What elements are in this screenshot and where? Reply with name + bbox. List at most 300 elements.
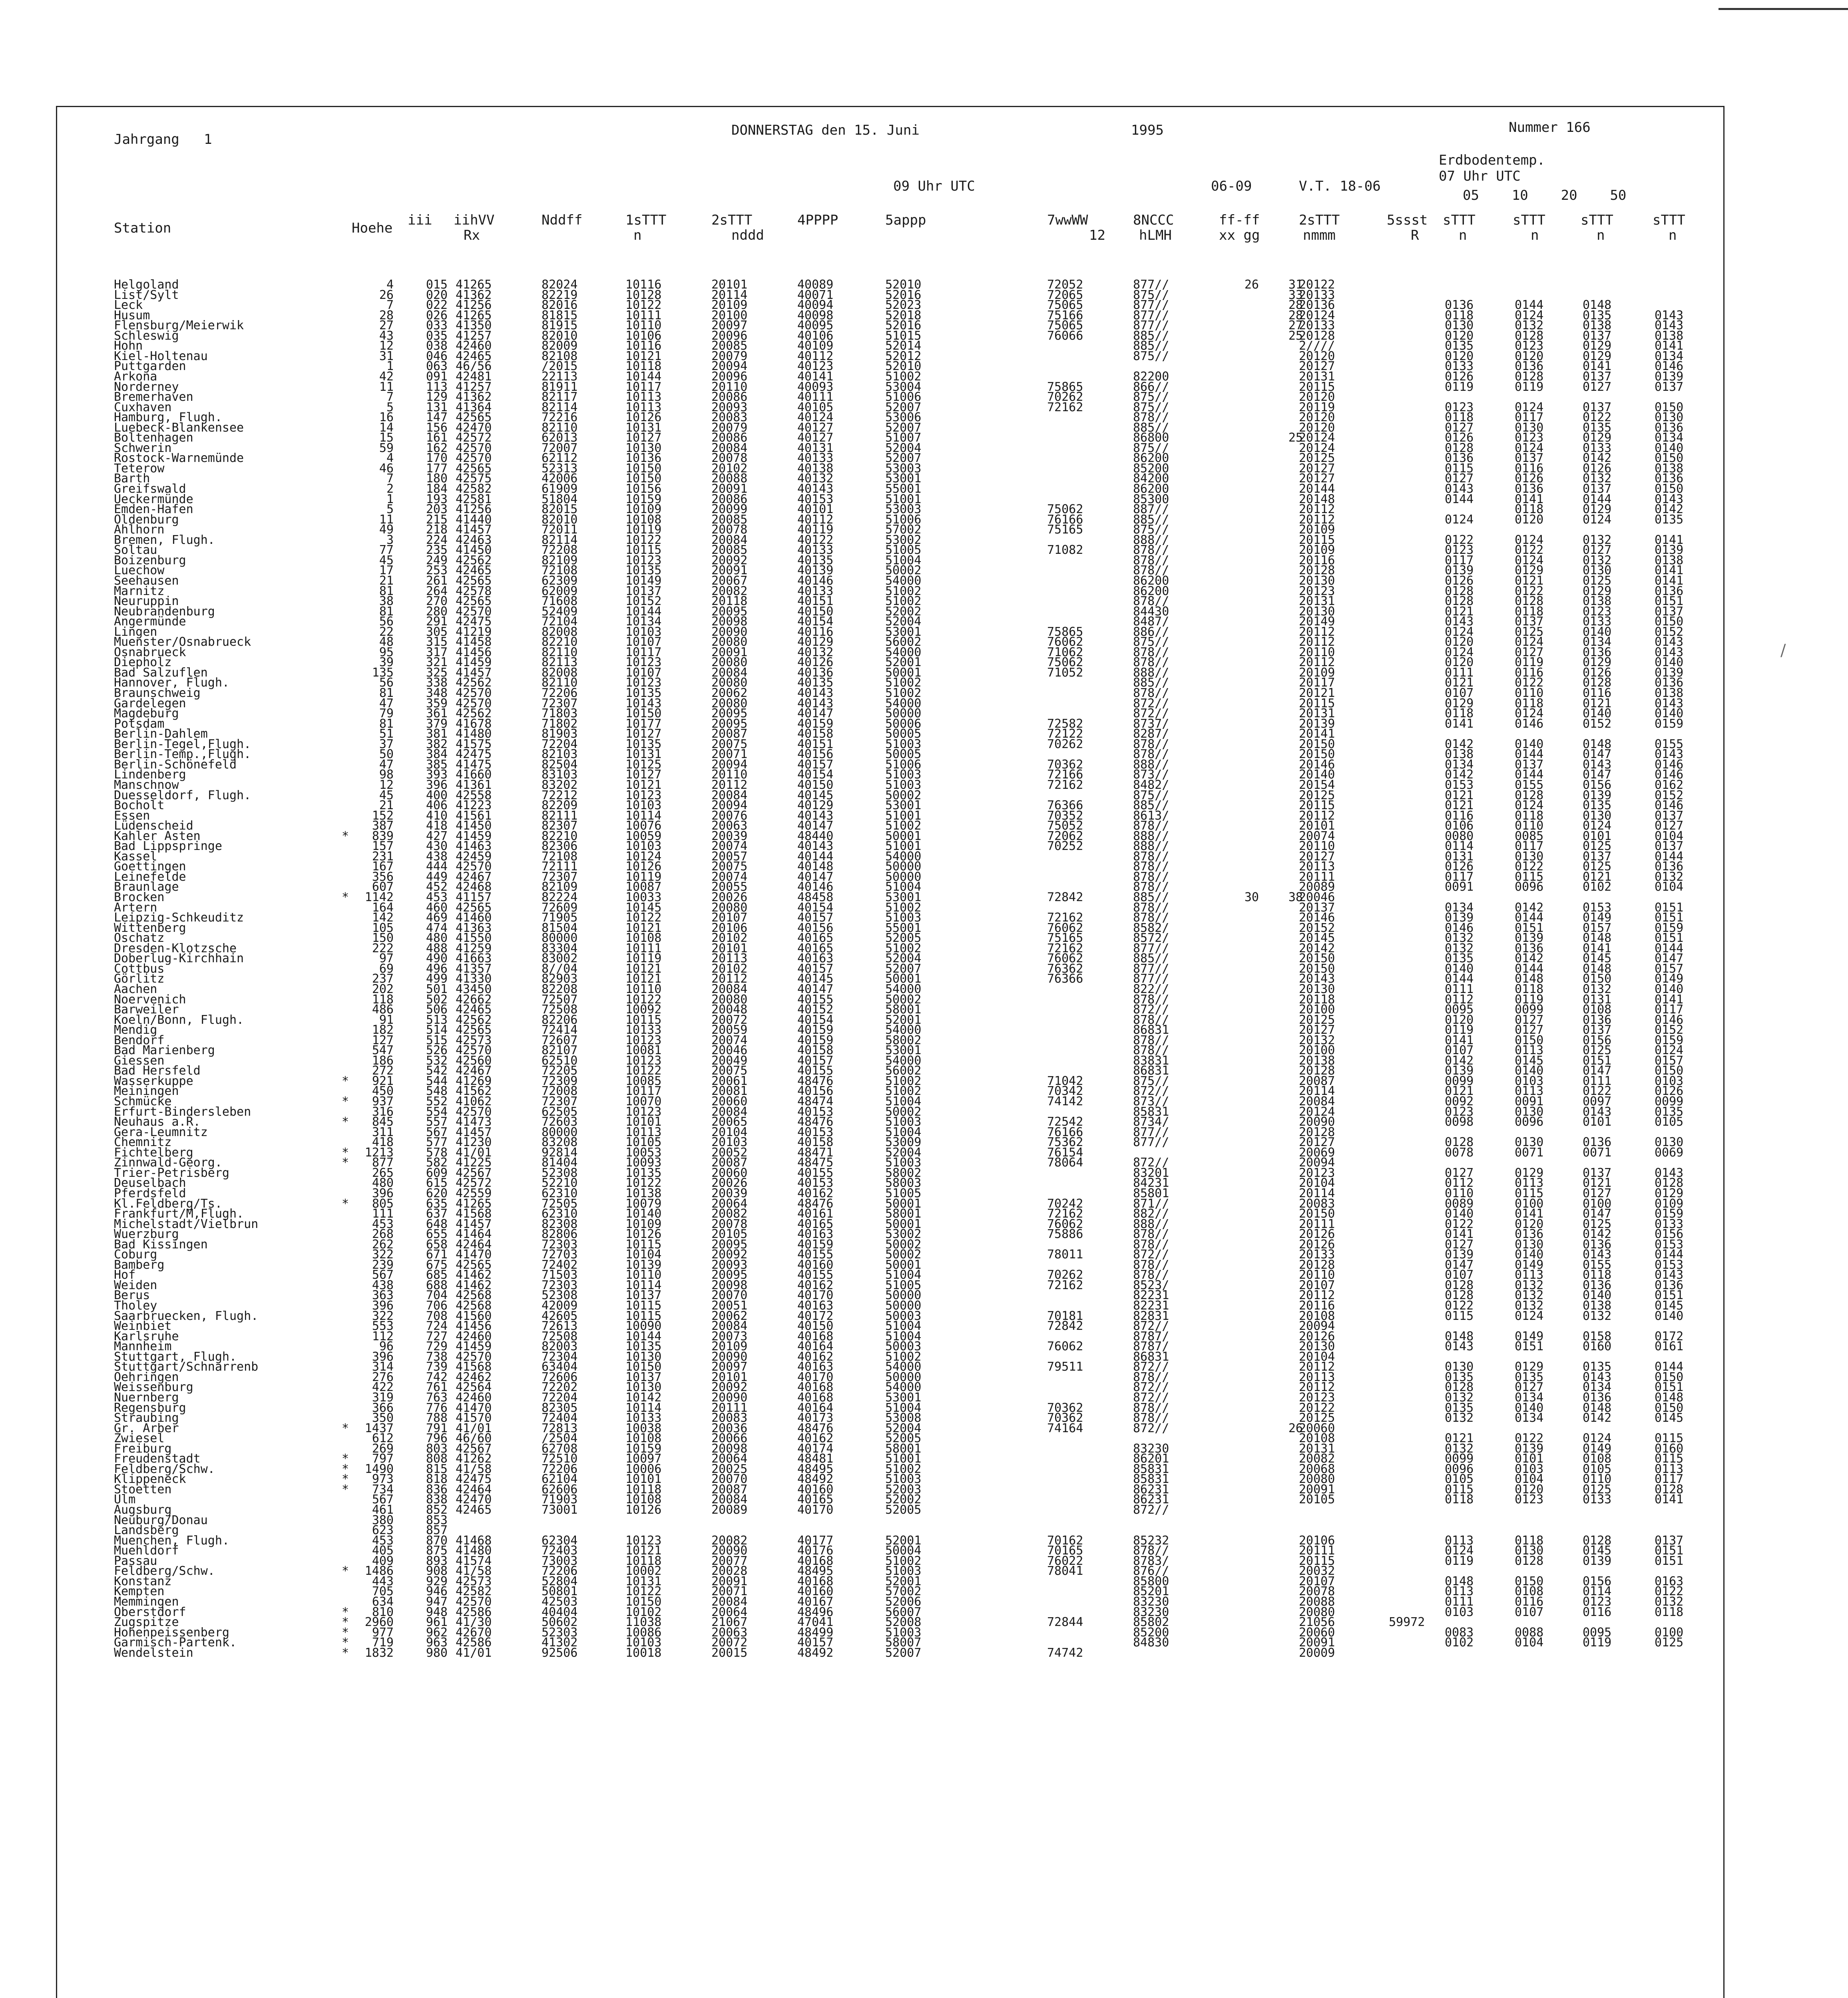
table-row [0, 443, 1848, 454]
t2: 20059 [711, 1023, 748, 1037]
pressure: 40147 [797, 819, 834, 833]
pressure: 40111 [797, 390, 834, 404]
weather: 76154 [1047, 1145, 1083, 1160]
sub-12: 12 [1089, 227, 1105, 243]
t1: 10038 [625, 1421, 662, 1435]
station-id: 513 [426, 1013, 448, 1027]
soil-20: 0121 [1583, 1176, 1612, 1190]
pressure: 48476 [797, 1074, 834, 1088]
pressure: 40163 [797, 1227, 834, 1242]
hoehe: 272 [372, 1064, 394, 1078]
station-name: Feldberg/Schw. [114, 1564, 215, 1578]
soil-05: 0080 [1445, 829, 1474, 843]
station-id: 577 [426, 1135, 448, 1150]
clouds: 875// [1133, 1074, 1169, 1088]
soil-10: 0104 [1515, 1636, 1544, 1650]
station-name: Oldenburg [114, 512, 179, 527]
station-id: 658 [426, 1237, 448, 1252]
gust-1: 26 [1244, 278, 1259, 292]
station-id: 410 [426, 808, 448, 823]
gust-2: 33 [1288, 288, 1303, 302]
t1: 10117 [625, 380, 662, 394]
hoehe: 396 [372, 1186, 394, 1200]
t1: 10111 [625, 941, 662, 955]
soil-20: 0144 [1583, 492, 1612, 506]
t1: 10119 [625, 951, 662, 966]
station-name: Neuburg/Donau [114, 1513, 208, 1527]
soil-50: 0134 [1655, 431, 1684, 445]
table-row [0, 453, 1848, 464]
t1: 10123 [625, 1533, 662, 1548]
tendency: 53001 [885, 890, 922, 904]
hoehe: 937 [372, 1095, 394, 1108]
soil-20: 0119 [1583, 1636, 1612, 1650]
hoehe: 3 [386, 533, 394, 547]
soil-50: 0163 [1655, 1574, 1684, 1588]
hoehe: 11 [379, 512, 394, 527]
station-id: 385 [426, 757, 448, 772]
t1: 10116 [625, 339, 662, 353]
table-row [0, 1362, 1848, 1372]
snow: 59972 [1389, 1615, 1425, 1630]
nddff: 72510 [542, 1452, 578, 1466]
station-id: 393 [426, 768, 448, 782]
pressure: 40123 [797, 359, 834, 374]
station-name: Magdeburg [114, 706, 179, 721]
tendency: 51002 [885, 594, 922, 609]
nddff: 62304 [542, 1533, 578, 1548]
t1: 10108 [625, 1431, 662, 1446]
mountain-marker: * [342, 1482, 349, 1497]
station-name: Ueckermünde [114, 492, 193, 506]
t1: 10115 [625, 1013, 662, 1027]
table-row [0, 961, 1848, 976]
hoehe: 4 [386, 451, 394, 466]
t2: 20076 [711, 808, 748, 823]
tendency: 55001 [885, 482, 922, 496]
clouds: 871// [1133, 1196, 1169, 1211]
t2: 20083 [711, 1411, 748, 1425]
vt-label: V.T. 18-06 [1299, 178, 1381, 194]
tendency: 51002 [885, 941, 922, 955]
soil-20: 0110 [1583, 1472, 1612, 1487]
soil-50: 0143 [1655, 492, 1684, 506]
t2-vt: 20126 [1299, 1237, 1335, 1252]
t1: 10122 [625, 1064, 662, 1078]
hoehe: 202 [372, 982, 394, 996]
soil-50: 0133 [1655, 1217, 1684, 1231]
station-id: 321 [426, 655, 448, 670]
t2-vt: 20111 [1299, 1544, 1335, 1558]
station-id: 655 [426, 1227, 448, 1242]
soil-10: 0123 [1515, 431, 1544, 445]
station-id: 763 [426, 1390, 448, 1405]
t2-vt: 20105 [1299, 1493, 1335, 1507]
soil-05: 0107 [1445, 1268, 1474, 1282]
t2-vt: 20116 [1299, 1299, 1335, 1313]
t2: 20046 [711, 1043, 748, 1058]
table-row [0, 512, 1848, 527]
clouds: 85800 [1133, 1574, 1169, 1588]
soil-20: 0114 [1583, 1584, 1612, 1599]
soil-05: 0113 [1445, 1533, 1474, 1548]
station-id: 022 [426, 298, 448, 312]
table-row [0, 1464, 1848, 1475]
soil-50: 0136 [1655, 860, 1684, 874]
nddff: 72216 [542, 410, 578, 425]
iihvv: 42467 [456, 870, 492, 884]
station-id: 962 [426, 1625, 448, 1640]
table-row [0, 1229, 1848, 1240]
station-id: 361 [426, 706, 448, 721]
iihvv: 41457 [456, 523, 492, 537]
clouds: 878// [1133, 911, 1169, 925]
station-name: Lüdenscheid [114, 819, 193, 833]
tendency: 51002 [885, 1349, 922, 1364]
soil-10: 0118 [1515, 502, 1544, 517]
hoehe: 805 [372, 1196, 394, 1211]
t2: 20048 [711, 1003, 748, 1017]
soil-10: 0144 [1515, 298, 1544, 312]
table-row [0, 1515, 1848, 1526]
weather: 78064 [1047, 1156, 1083, 1170]
station-id: 870 [426, 1533, 448, 1548]
station-name: Oberstdorf [114, 1605, 186, 1619]
nddff: 61909 [542, 482, 578, 496]
soil-05: 0142 [1445, 768, 1474, 782]
t2: 20084 [711, 1104, 748, 1119]
soil-50: 0141 [1655, 533, 1684, 547]
soil-50: 0157 [1655, 961, 1684, 976]
station-id: 729 [426, 1339, 448, 1354]
station-name: Michelstadt/Vielbrun [114, 1217, 259, 1231]
soil-10: 0108 [1515, 1584, 1544, 1599]
tendency: 51003 [885, 737, 922, 751]
table-row [0, 749, 1848, 760]
t2: 20079 [711, 420, 748, 435]
nddff: 72303 [542, 1237, 578, 1252]
pressure: 40161 [797, 1207, 834, 1221]
t2: 20080 [711, 635, 748, 649]
hoehe: 322 [372, 1248, 394, 1262]
clouds: 888// [1133, 533, 1169, 547]
hoehe: 43 [379, 328, 394, 343]
tendency: 51005 [885, 1186, 922, 1200]
clouds: 872// [1133, 706, 1169, 721]
tendency: 52004 [885, 441, 922, 455]
station-id: 038 [426, 339, 448, 353]
hoehe: 268 [372, 1227, 394, 1242]
t1: 10118 [625, 1554, 662, 1568]
hoehe: 45 [379, 553, 394, 567]
clouds: 878// [1133, 1227, 1169, 1242]
soil-50: 0139 [1655, 369, 1684, 384]
station-id: 156 [426, 420, 448, 435]
hoehe: 111 [372, 1207, 394, 1221]
station-id: 253 [426, 563, 448, 578]
soil-50: 0144 [1655, 1360, 1684, 1374]
mountain-marker: * [342, 829, 349, 843]
station-name: Cuxhaven [114, 400, 172, 414]
tendency: 51003 [885, 768, 922, 782]
soil-05: 0121 [1445, 1084, 1474, 1099]
hoehe: 396 [372, 1299, 394, 1313]
nddff: 62104 [542, 1472, 578, 1487]
t1: 10101 [625, 1472, 662, 1487]
clouds: 878// [1133, 1043, 1169, 1058]
iihvv: 41568 [456, 1207, 492, 1221]
weather: 72162 [1047, 1207, 1083, 1221]
t1: 10018 [625, 1646, 662, 1660]
station-name: Seehausen [114, 573, 179, 588]
hoehe: 453 [372, 1217, 394, 1231]
soil-10: 0103 [1515, 1462, 1544, 1476]
t2-vt: 20084 [1299, 1095, 1335, 1108]
t1: 10116 [625, 278, 662, 292]
station-id: 131 [426, 400, 448, 414]
iihvv: 42562 [456, 706, 492, 721]
soil-20: 0129 [1583, 431, 1612, 445]
tendency: 54000 [885, 645, 922, 659]
soil-50: 0150 [1655, 482, 1684, 496]
t2: 20090 [711, 1349, 748, 1364]
pressure: 40136 [797, 665, 834, 680]
t2-vt: 20126 [1299, 1227, 1335, 1242]
station-id: 648 [426, 1217, 448, 1231]
hoehe: 59 [379, 441, 394, 455]
soil-05: 0131 [1445, 849, 1474, 864]
t2: 20100 [711, 308, 748, 322]
clouds: 877// [1133, 278, 1169, 292]
tendency: 57002 [885, 1584, 922, 1599]
nddff: 80000 [542, 931, 578, 945]
iihvv: 42570 [456, 604, 492, 619]
t1: 10103 [625, 625, 662, 639]
nddff: 72404 [542, 1411, 578, 1425]
soil-10: 0129 [1515, 563, 1544, 578]
t2-vt: 20146 [1299, 757, 1335, 772]
nddff: 81504 [542, 921, 578, 935]
station-name: Straubing [114, 1411, 179, 1425]
clouds: 877// [1133, 1135, 1169, 1150]
t2-vt: 20046 [1299, 890, 1335, 904]
station-id: 249 [426, 553, 448, 567]
table-row [0, 433, 1848, 443]
t2-vt: 20112 [1299, 512, 1335, 527]
soil-05: 0111 [1445, 982, 1474, 996]
t1: 10135 [625, 1166, 662, 1180]
soil-20: 0108 [1583, 1452, 1612, 1466]
soil-05: 0122 [1445, 1299, 1474, 1313]
station-name: Luebeck-Blankensee [114, 420, 244, 435]
soil-10: 0136 [1515, 482, 1544, 496]
soil-05: 0142 [1445, 1053, 1474, 1068]
iihvv: 42662 [456, 992, 492, 1007]
station-name: Hamburg, Flugh. [114, 410, 222, 425]
table-row [0, 280, 1848, 290]
soil-10: 0088 [1515, 1625, 1544, 1640]
station-name: Memmingen [114, 1594, 179, 1609]
nddff: 71503 [542, 1268, 578, 1282]
station-name: Passau [114, 1554, 157, 1568]
nddff: 82107 [542, 1043, 578, 1058]
hoehe: 5 [386, 502, 394, 517]
table-row [0, 341, 1848, 351]
clouds: 885// [1133, 420, 1169, 435]
clouds: 878// [1133, 1237, 1169, 1252]
soil-20: 0156 [1583, 778, 1612, 792]
t1: 10150 [625, 1594, 662, 1609]
t2-vt: 20123 [1299, 1390, 1335, 1405]
table-row [0, 382, 1848, 392]
soil-05: 0123 [1445, 400, 1474, 414]
soil-50: 0151 [1655, 900, 1684, 915]
soil-10: 0150 [1515, 1033, 1544, 1047]
tendency: 50006 [885, 716, 922, 731]
weather: 76062 [1047, 951, 1083, 966]
soil-20: 0143 [1583, 1104, 1612, 1119]
hoehe: 409 [372, 1554, 394, 1568]
gust-2: 38 [1288, 890, 1303, 904]
soil-50: 0118 [1655, 1605, 1684, 1619]
clouds: 877// [1133, 961, 1169, 976]
t2: 20080 [711, 676, 748, 690]
soil-50: 0143 [1655, 645, 1684, 659]
tendency: 52001 [885, 1533, 922, 1548]
pressure: 40168 [797, 1329, 834, 1343]
clouds: 878// [1133, 410, 1169, 425]
t2: 20096 [711, 328, 748, 343]
t2-vt: 20123 [1299, 584, 1335, 598]
nddff: 40404 [542, 1605, 578, 1619]
weather: 75165 [1047, 931, 1083, 945]
hoehe: 56 [379, 615, 394, 629]
iihvv: 41473 [456, 1115, 492, 1129]
gust-2: 31 [1288, 278, 1303, 292]
nddff: 82806 [542, 1227, 578, 1242]
clouds: 86831 [1133, 1023, 1169, 1037]
hoehe: 396 [372, 1349, 394, 1364]
soil-20: 0126 [1583, 461, 1612, 476]
pressure: 48492 [797, 1472, 834, 1487]
nddff: 72204 [542, 737, 578, 751]
pressure: 40143 [797, 696, 834, 710]
tendency: 50002 [885, 1104, 922, 1119]
pressure: 40164 [797, 1401, 834, 1415]
weather: 72844 [1047, 1615, 1083, 1630]
t2-vt: 20133 [1299, 318, 1335, 333]
margin-pencil-mark: / [1780, 641, 1786, 660]
t1: 10142 [625, 1390, 662, 1405]
t2-vt: 20110 [1299, 1268, 1335, 1282]
station-id: 215 [426, 512, 448, 527]
station-name: Karlsruhe [114, 1329, 179, 1343]
soil-05: 0128 [1445, 584, 1474, 598]
iihvv: 42465 [456, 349, 492, 363]
pressure: 40153 [797, 1176, 834, 1190]
t2-vt: 20115 [1299, 1554, 1335, 1568]
soil-05: 0118 [1445, 308, 1474, 322]
iihvv: 42460 [456, 339, 492, 353]
table-row [0, 310, 1848, 321]
hoehe: 810 [372, 1605, 394, 1619]
t2-vt: 20107 [1299, 1574, 1335, 1588]
soil-20: 0132 [1583, 533, 1612, 547]
t2: 20102 [711, 931, 748, 945]
pressure: 40157 [797, 1053, 834, 1068]
soil-20: 0102 [1583, 880, 1612, 894]
weather: 70262 [1047, 390, 1083, 404]
t2-vt: 20127 [1299, 1023, 1335, 1037]
t2-vt: 20139 [1299, 716, 1335, 731]
weather: 72166 [1047, 768, 1083, 782]
t1: 10006 [625, 1462, 662, 1476]
table-row [0, 1097, 1848, 1107]
iihvv: 41259 [456, 941, 492, 955]
station-id: 218 [426, 523, 448, 537]
t1: 10123 [625, 655, 662, 670]
soil-20: 0147 [1583, 1064, 1612, 1078]
t1: 10145 [625, 900, 662, 915]
t2: 20092 [711, 1248, 748, 1262]
soil-10: 0119 [1515, 992, 1544, 1007]
nddff: 82308 [542, 1217, 578, 1231]
soil-05: 0107 [1445, 1043, 1474, 1058]
soil-05: 0127 [1445, 1166, 1474, 1180]
gust-2: 28 [1288, 308, 1303, 322]
pressure: 40124 [797, 410, 834, 425]
clouds: 872// [1133, 1156, 1169, 1170]
soil-05: 0096 [1445, 1462, 1474, 1476]
nddff: 62606 [542, 1482, 578, 1497]
hoehe: 7 [386, 298, 394, 312]
soil-20: 0125 [1583, 573, 1612, 588]
soil-05: 0120 [1445, 655, 1474, 670]
iihvv: 46/60 [456, 1431, 492, 1446]
clouds: 888// [1133, 1217, 1169, 1231]
soil-50: 0113 [1655, 1462, 1684, 1476]
t2-vt: 20112 [1299, 502, 1335, 517]
t2: 20110 [711, 768, 748, 782]
soil-05: 0126 [1445, 369, 1474, 384]
tendency: 52001 [885, 1013, 922, 1027]
t2: 20098 [711, 615, 748, 629]
table-row [0, 1423, 1848, 1434]
tendency: 52007 [885, 1646, 922, 1660]
t2-vt: 20150 [1299, 951, 1335, 966]
soil-20: 0134 [1583, 1380, 1612, 1395]
clouds: 86200 [1133, 573, 1169, 588]
clouds: 8287/ [1133, 727, 1169, 741]
gust-2: 27 [1288, 318, 1303, 333]
hoehe: 453 [372, 1533, 394, 1548]
iihvv: 42560 [456, 1053, 492, 1068]
clouds: 85300 [1133, 492, 1169, 506]
table-row [0, 882, 1848, 892]
clouds: 878// [1133, 819, 1169, 833]
t1: 10137 [625, 1370, 662, 1384]
soil-20: 0137 [1583, 400, 1612, 414]
nddff: 82113 [542, 655, 578, 670]
t1: 10121 [625, 1544, 662, 1558]
nddff: 62708 [542, 1441, 578, 1456]
t1: 10033 [625, 890, 662, 904]
pressure: 40143 [797, 808, 834, 823]
soil-20: 0124 [1583, 819, 1612, 833]
tendency: 50002 [885, 788, 922, 802]
station-name: Luechow [114, 563, 165, 578]
t2: 20093 [711, 400, 748, 414]
